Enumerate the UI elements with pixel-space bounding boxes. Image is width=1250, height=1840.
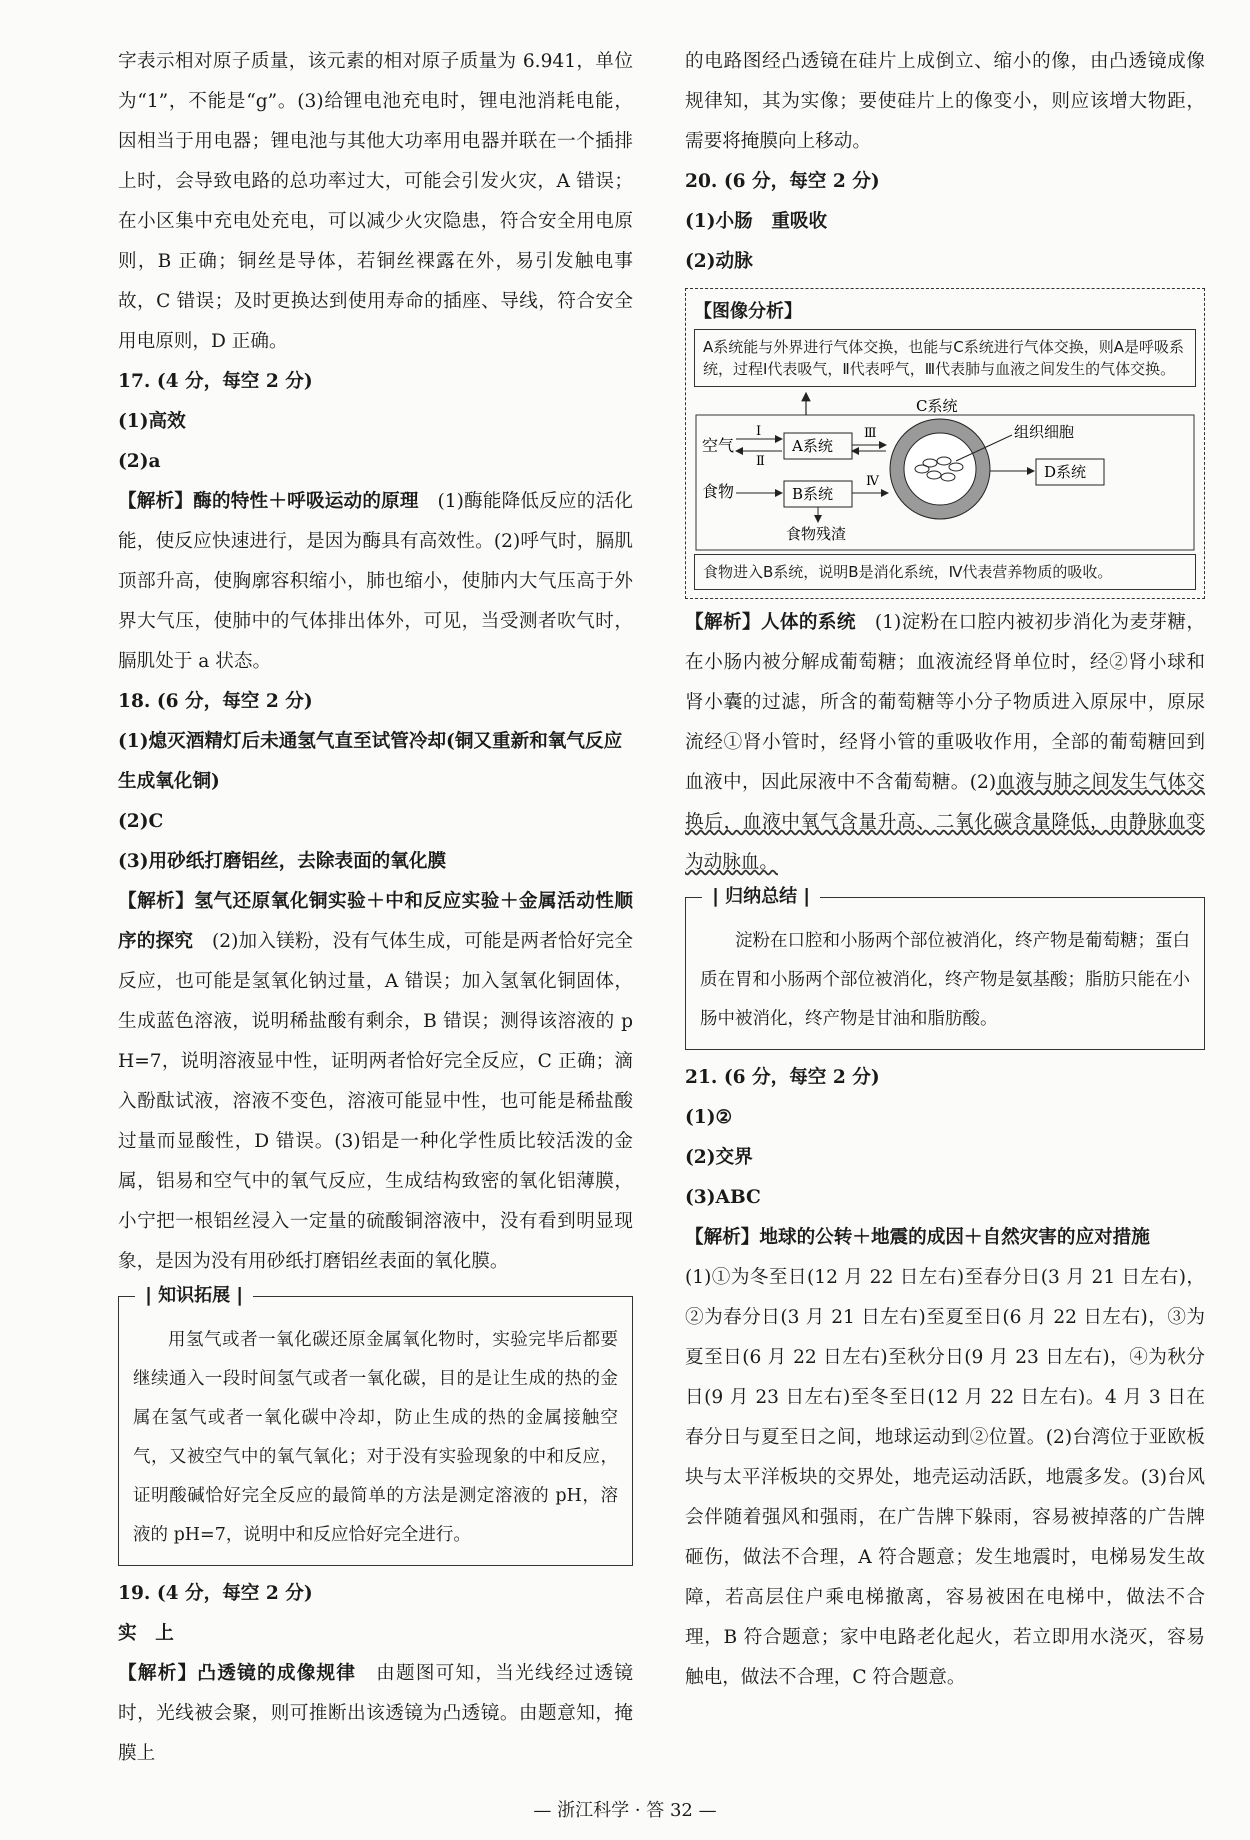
label-process-4: Ⅳ <box>866 474 879 489</box>
label-b-system: B系统 <box>792 485 834 503</box>
answer-20-1: (1)小肠 重吸收 <box>685 211 828 232</box>
knowledge-box <box>118 1285 633 1566</box>
label-food-residue: 食物残渣 <box>786 525 847 543</box>
answer-18-2: (2)C <box>118 811 164 832</box>
explanation-tag: 【解析】凸透镜的成像规律 <box>118 1663 357 1684</box>
explanation-21 <box>685 1218 1205 1258</box>
answer-17-2: (2)a <box>118 451 161 472</box>
diagram-bottom-note: 食物进入B系统，说明B是消化系统，Ⅳ代表营养物质的吸收。 <box>694 554 1196 590</box>
explanation-20 <box>685 603 1205 883</box>
box-title: ❘ 知识拓展 ❘ <box>135 1283 253 1309</box>
explanation-text: (1)淀粉在口腔内被初步消化为麦芽糖，在小肠内被分解成葡萄糖；血液流经肾单位时，经②肾小球和肾小囊的过滤，所含的葡萄糖等小分子物质进入原尿中，原尿流经①肾小管时，经肾小管的重吸收作用，全部的葡萄糖回到血液中，因此尿液中不含葡萄糖。(2) <box>685 612 1205 793</box>
question-19-header: 19. (4 分，每空 2 分) <box>118 1583 313 1604</box>
explanation-tag: 【解析】地球的公转＋地震的成因＋自然灾害的应对措施 <box>685 1227 1150 1248</box>
answer-21-2: (2)交界 <box>685 1147 753 1168</box>
explanation-tag: 【解析】人体的系统 <box>685 612 856 633</box>
label-d-system: D系统 <box>1044 463 1087 481</box>
box-text: 淀粉在口腔和小肠两个部位被消化，终产物是葡萄糖；蛋白质在胃和小肠两个部位被消化，终产物是氨基酸；脂肪只能在小肠中被消化，终产物是甘油和脂肪酸。 <box>700 931 1190 1029</box>
box-text: 用氢气或者一氧化碳还原金属氧化物时，实验完毕后都要继续通入一段时间氢气或者一氧化碳，目的是让生成的热的金属在氢气或者一氧化碳中冷却，防止生成的热的金属接触空气，又被空气中的氧气氧化；对于没有实验现象的中和反应，证明酸碱恰好完全反应的最简单的方法是测定溶液的 pH，溶液的 pH=7，说明中和反应恰好完全进行。 <box>133 1330 618 1545</box>
label-a-system: A系统 <box>792 437 833 455</box>
body-system-diagram <box>694 387 1196 552</box>
explanation-text: 由题图可知，当光线经过透镜时，光线被会聚，则可推断出该透镜为凸透镜。由题意知，掩膜上 <box>118 1663 633 1764</box>
label-food: 食物 <box>702 482 735 501</box>
answer-21-1: (1)② <box>685 1107 733 1128</box>
label-process-1: Ⅰ <box>756 424 762 439</box>
label-tissue-cells: 组织细胞 <box>1014 423 1075 441</box>
label-process-3: Ⅲ <box>864 426 877 441</box>
summary-box <box>685 886 1205 1050</box>
diagram-title: 【图像分析】 <box>694 301 802 322</box>
explanation-17 <box>118 482 633 682</box>
label-c-system: C系统 <box>916 397 958 415</box>
answer-17-1: (1)高效 <box>118 411 186 432</box>
explanation-highlight: 血液与肺之间发生气体交换后，血液中氧气含量升高、二氧化碳含量降低，由静脉血变为动脉血。 <box>685 772 1205 873</box>
answer-19: 实 上 <box>118 1623 174 1644</box>
question-18-header: 18. (6 分，每空 2 分) <box>118 691 313 712</box>
explanation-19 <box>118 1654 633 1774</box>
question-17-header: 17. (4 分，每空 2 分) <box>118 371 313 392</box>
paragraph: 的电路图经凸透镜在硅片上成倒立、缩小的像，由凸透镜成像规律知，其为实像；要使硅片上的像变小，则应该增大物距，需要将掩膜向上移动。 <box>685 51 1205 152</box>
label-air: 空气 <box>702 436 735 455</box>
page-footer: — 浙江科学 · 答 32 — <box>533 1800 717 1821</box>
paragraph: 字表示相对原子质量，该元素的相对原子质量为 6.941，单位为“1”，不能是“g”。(3)给锂电池充电时，锂电池消耗电能，因相当于用电器；锂电池与其他大功率用电器并联在一个插排上时，会导致电路的总功率过大，可能会引发火灾，A 错误；在小区集中充电处充电，可以减少火灾隐患，符合安全用电原则，B 正确；铜丝是导体，若铜丝裸露在外，易引发触电事故，C 错误；及时更换达到使用寿命的插座、导线，符合安全用电原则，D 正确。 <box>118 51 633 352</box>
answer-21-3: (3)ABC <box>685 1187 761 1208</box>
answer-20-2: (2)动脉 <box>685 251 753 272</box>
explanation-21-text: (1)①为冬至日(12 月 22 日左右)至春分日(3 月 21 日左右)，②为春分日(3 月 21 日左右)至夏至日(6 月 22 日左右)，③为夏至日(6 月 22 日左右)至秋分日(9 月 23 日左右)，④为秋分日(9 月 23 日左右)至冬至日(12 月 22 日左右)。4 月 3 日在春分日与夏至日之间，地球运动到②位置。(2)台湾位于亚欧板块与太平洋板块的交界处，地壳运动活跃，地震多发。(3)台风会伴随着强风和强雨，在广告牌下躲雨，容易被掉落的广告牌砸伤，做法不合理，A 符合题意；发生地震时，电梯易发生故障，若高层住户乘电梯撤离，容易被困在电梯中，做法不合理，B 符合题意；家中电路老化起火，若立即用水浇灭，容易触电，做法不合理，C 符合题意。 <box>685 1267 1205 1688</box>
box-title: ❘ 归纳总结 ❘ <box>702 884 820 910</box>
explanation-tag: 【解析】酶的特性＋呼吸运动的原理 <box>118 491 419 512</box>
label-process-2: Ⅱ <box>756 454 765 469</box>
question-21-header: 21. (6 分，每空 2 分) <box>685 1067 880 1088</box>
explanation-text: (1)酶能降低反应的活化能，使反应快速进行，是因为酶具有高效性。(2)呼气时，膈肌顶部升高，使胸廓容积缩小，肺也缩小，使肺内大气压高于外界大气压，使肺中的气体排出体外，可见，当受测者吹气时，膈肌处于 a 状态。 <box>118 491 633 672</box>
explanation-18 <box>118 882 633 1282</box>
question-20-header: 20. (6 分，每空 2 分) <box>685 171 880 192</box>
diagram-top-note: A系统能与外界进行气体交换，也能与C系统进行气体交换，则A是呼吸系统，过程Ⅰ代表吸气，Ⅱ代表呼气，Ⅲ代表肺与血液之间发生的气体交换。 <box>694 329 1196 387</box>
left-column <box>118 42 633 1774</box>
answer-18-3: (3)用砂纸打磨铝丝，去除表面的氧化膜 <box>118 851 447 872</box>
explanation-text: (2)加入镁粉，没有气体生成，可能是两者恰好完全反应，也可能是氢氧化钠过量，A 错误；加入氢氧化铜固体，生成蓝色溶液，说明稀盐酸有剩余，B 错误；测得该溶液的 pH=7，说明溶液显中性，证明两者恰好完全反应，C 正确；滴入酚酞试液，溶液不变色，溶液可能显中性，也可能是稀盐酸过量而显酸性，D 错误。(3)铝是一种化学性质比较活泼的金属，铝易和空气中的氧气反应，生成结构致密的氧化铝薄膜，小宁把一根铝丝浸入一定量的硫酸铜溶液中，没有看到明显现象，是因为没有用砂纸打磨铝丝表面的氧化膜。 <box>118 931 633 1272</box>
answer-18-1: (1)熄灭酒精灯后未通氢气直至试管冷却(铜又重新和氧气反应生成氧化铜) <box>118 731 623 792</box>
right-column <box>685 42 1205 1698</box>
diagram-analysis-box <box>685 288 1205 599</box>
explanation-tag: 【解析】氢气还原氧化铜实验＋中和反应实验＋金属活动性顺序的探究 <box>118 891 633 952</box>
